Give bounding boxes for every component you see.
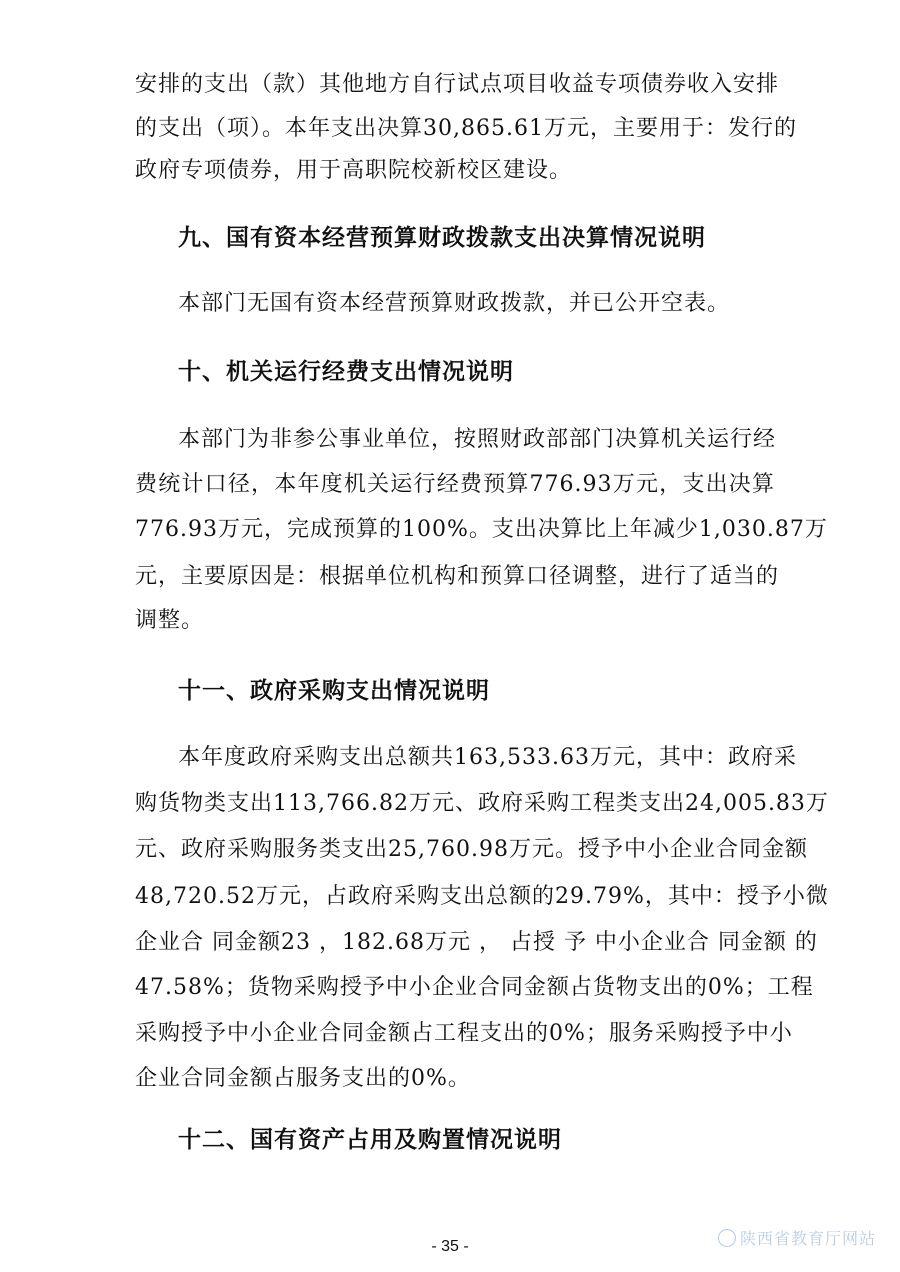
section-heading-11: 十一、政府采购支出情况说明 xyxy=(178,678,490,704)
paragraph-line: 元、政府采购服务类支出25,760.98万元。授予中小企业合同金额 xyxy=(135,837,808,862)
paragraph-line: 本部门无国有资本经营预算财政拨款，并已公开空表。 xyxy=(178,291,731,316)
paragraph-line: 调整。 xyxy=(135,608,205,633)
paragraph-line: 企业合同金额占服务支出的0%。 xyxy=(135,1066,471,1091)
paragraph-line: 48,720.52万元，占政府采购支出总额的29.79%，其中：授予小微 xyxy=(135,884,829,909)
paragraph-line: 企业合 同金额23 ，182.68万元 ， 占授 予 中小企业合 同金额 的 xyxy=(135,930,818,955)
paragraph-line: 元，主要原因是：根据单位机构和预算口径调整，进行了适当的 xyxy=(135,564,780,589)
paragraph-line: 安排的支出（款）其他地方自行试点项目收益专项债券收入安排 xyxy=(135,72,780,97)
section-heading-10: 十、机关运行经费支出情况说明 xyxy=(178,359,514,385)
paragraph-line: 47.58%；货物采购授予中小企业合同金额占货物支出的0%；工程 xyxy=(135,975,814,1000)
paragraph-line: 采购授予中小企业合同金额占工程支出的0%；服务采购授予中小 xyxy=(135,1021,793,1046)
watermark-text: 陕西省教育厅网站 xyxy=(740,1229,877,1248)
section-heading-12: 十二、国有资产占用及购置情况说明 xyxy=(178,1127,562,1153)
paragraph-line: 政府专项债券，用于高职院校新校区建设。 xyxy=(135,158,573,183)
paragraph-line: 费统计口径，本年度机关运行经费预算776.93万元，支出决算 xyxy=(135,472,775,497)
paragraph-line: 本部门为非参公事业单位，按照财政部部门决算机关运行经 xyxy=(178,427,777,452)
paragraph-line: 776.93万元，完成预算的100%。支出决算比上年减少1,030.87万 xyxy=(135,517,828,542)
paragraph-line: 的支出（项）。本年支出决算30,865.61万元，主要用于：发行的 xyxy=(135,116,797,141)
page-number: - 35 - xyxy=(431,1238,469,1255)
paragraph-line: 购货物类支出113,766.82万元、政府采购工程类支出24,005.83万 xyxy=(135,791,829,816)
section-heading-9: 九、国有资本经营预算财政拨款支出决算情况说明 xyxy=(178,225,706,251)
paragraph-line: 本年度政府采购支出总额共163,533.63万元，其中：政府采 xyxy=(178,745,797,770)
